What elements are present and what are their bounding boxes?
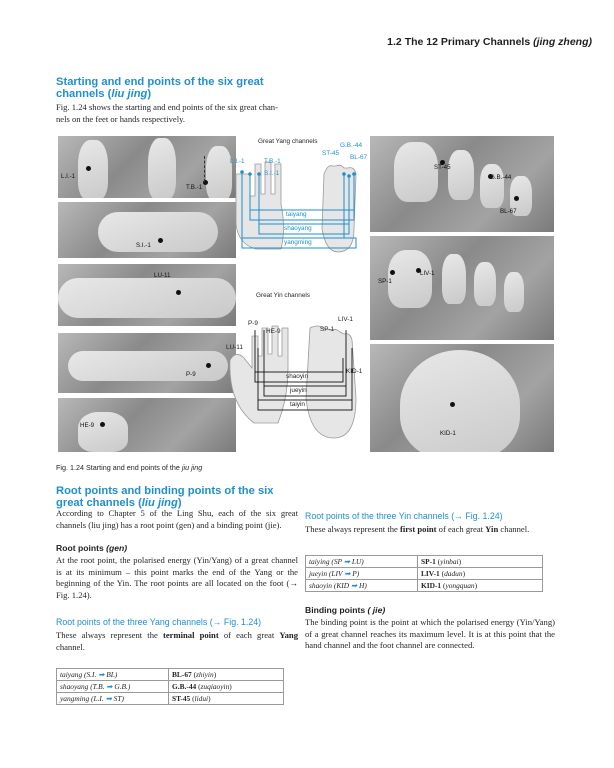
yin-root-table (305, 555, 543, 592)
root-points-text: At the root point, the polarised energy (Yin/Yang) of a great channel is at its minimum – this point marks the end of the Yang or the beginning of the Yin. The root points are all located on the foot (→ Fig. 1.24). (56, 555, 298, 600)
section1-heading: Starting and end points of the six great channels (liu jing) (56, 76, 264, 100)
label-p9: P-9 (186, 371, 196, 378)
table-row: shaoyang (T.B. ➡ G.B.) G.B.-44 (zuqiaoyin) (57, 681, 284, 693)
table-row: taiyang (S.I. ➡ BL) BL-67 (zhiyin) (57, 669, 284, 681)
yang-label-li1: L.I.-1 (230, 158, 245, 165)
section-title: The 12 Primary Channels (404, 36, 531, 48)
yin-label-p9: P-9 (248, 320, 258, 327)
photo-sole-kid1 (370, 344, 554, 452)
section-title-italic: (jing zheng) (533, 36, 592, 48)
section-number: 1.2 (387, 36, 402, 48)
photo-fingers-li1-tb1 (58, 136, 236, 198)
label-st45: ST-45 (434, 164, 451, 171)
section2-intro: According to Chapter 5 of the Ling Shu, each of the six great channels (liu jing) has a root point (gen) and a binding point (jie). (56, 508, 298, 530)
yang-root-text: These always represent the terminal point of each great Yang channel. (56, 630, 298, 652)
photo-toes-liv1-sp1 (370, 236, 554, 340)
yang-title: Great Yang channels (258, 138, 318, 145)
yin-label-sp1: SP-1 (320, 326, 335, 333)
photo-finger-he9 (58, 398, 236, 452)
label-tb1: T.B.-1 (186, 184, 203, 191)
section1-body: Fig. 1.24 shows the starting and end points of the six great chan- nels on the feet or hands respectively. (56, 102, 278, 124)
photo-toes-st45-gb44-bl67 (370, 136, 554, 232)
yin-label-shaoyin: shaoyin (286, 373, 309, 380)
yang-label-st45: ST-45 (322, 150, 340, 157)
label-si1: S.I.-1 (136, 242, 151, 249)
yang-label-taiyang: taiyang (286, 211, 307, 218)
label-gb44: G.B.-44 (490, 174, 512, 181)
yang-label-gb44: G.B.-44 (340, 142, 363, 149)
label-liv1: LIV-1 (420, 270, 435, 277)
yin-label-he9: HE-9 (266, 328, 281, 335)
running-head (387, 36, 592, 48)
yin-label-lu11: LU-11 (226, 344, 243, 351)
yin-root-heading: Root points of the three Yin channels (→ Fig. 1.24) (305, 511, 503, 521)
figure-caption: Fig. 1.24 Starting and end points of the jiu jing (56, 463, 203, 472)
yang-root-table (56, 668, 284, 705)
label-kid1: KID-1 (440, 430, 456, 437)
binding-points-text: The binding point is the point at which the polarised energy (Yin/Yang) of a great channel reaches its maximum level. It is at this point that the hand channel and the foot channel are connected. (305, 617, 555, 650)
section2-heading: Root points and binding points of the six great channels (liu jing) (56, 485, 274, 509)
table-row: jueyin (LIV ➡ P) LIV-1 (dadun) (306, 568, 543, 580)
photo-hand-si1 (58, 202, 236, 258)
yin-label-liv1: LIV-1 (338, 316, 353, 323)
yang-label-bl67: BL-67 (350, 154, 368, 161)
table-row: taiying (SP ➡ LU) SP-1 (yinbai) (306, 556, 543, 568)
table-row: yangming (L.I. ➡ ST) ST-45 (lidui) (57, 693, 284, 705)
yin-root-text: These always represent the first point of each great Yin channel. (305, 524, 530, 534)
photo-hand-p9 (58, 333, 236, 393)
label-bl67: BL-67 (500, 208, 517, 215)
photo-thumb-lu11 (58, 264, 236, 326)
yang-label-tb1: T.B.-1 (264, 158, 281, 165)
yin-label-kid1: KID-1 (346, 368, 363, 375)
label-he9: HE-9 (80, 422, 95, 429)
yang-label-si1: S.I.-1 (264, 170, 280, 177)
yang-label-shaoyang: shaoyang (284, 225, 312, 232)
diagram-great-yin (226, 288, 376, 448)
table-row: shaoyin (KID ➡ H) KID-1 (yongquan) (306, 580, 543, 592)
label-li1: L.I.-1 (61, 173, 76, 180)
diagram-great-yang (226, 134, 376, 262)
yin-title: Great Yin channels (256, 292, 310, 299)
yin-label-taiyin: taiyin (290, 401, 305, 408)
label-sp1: SP-1 (378, 278, 392, 285)
yang-root-heading: Root points of the three Yang channels (→ Fig. 1.24) (56, 617, 262, 627)
yang-label-yangming: yangming (284, 239, 312, 246)
yin-label-jueyin: jueyin (290, 387, 307, 394)
root-points-heading: Root points (gen) (56, 543, 128, 553)
label-lu11: LU-11 (154, 272, 171, 279)
binding-points-heading: Binding points ( jie) (305, 605, 386, 615)
